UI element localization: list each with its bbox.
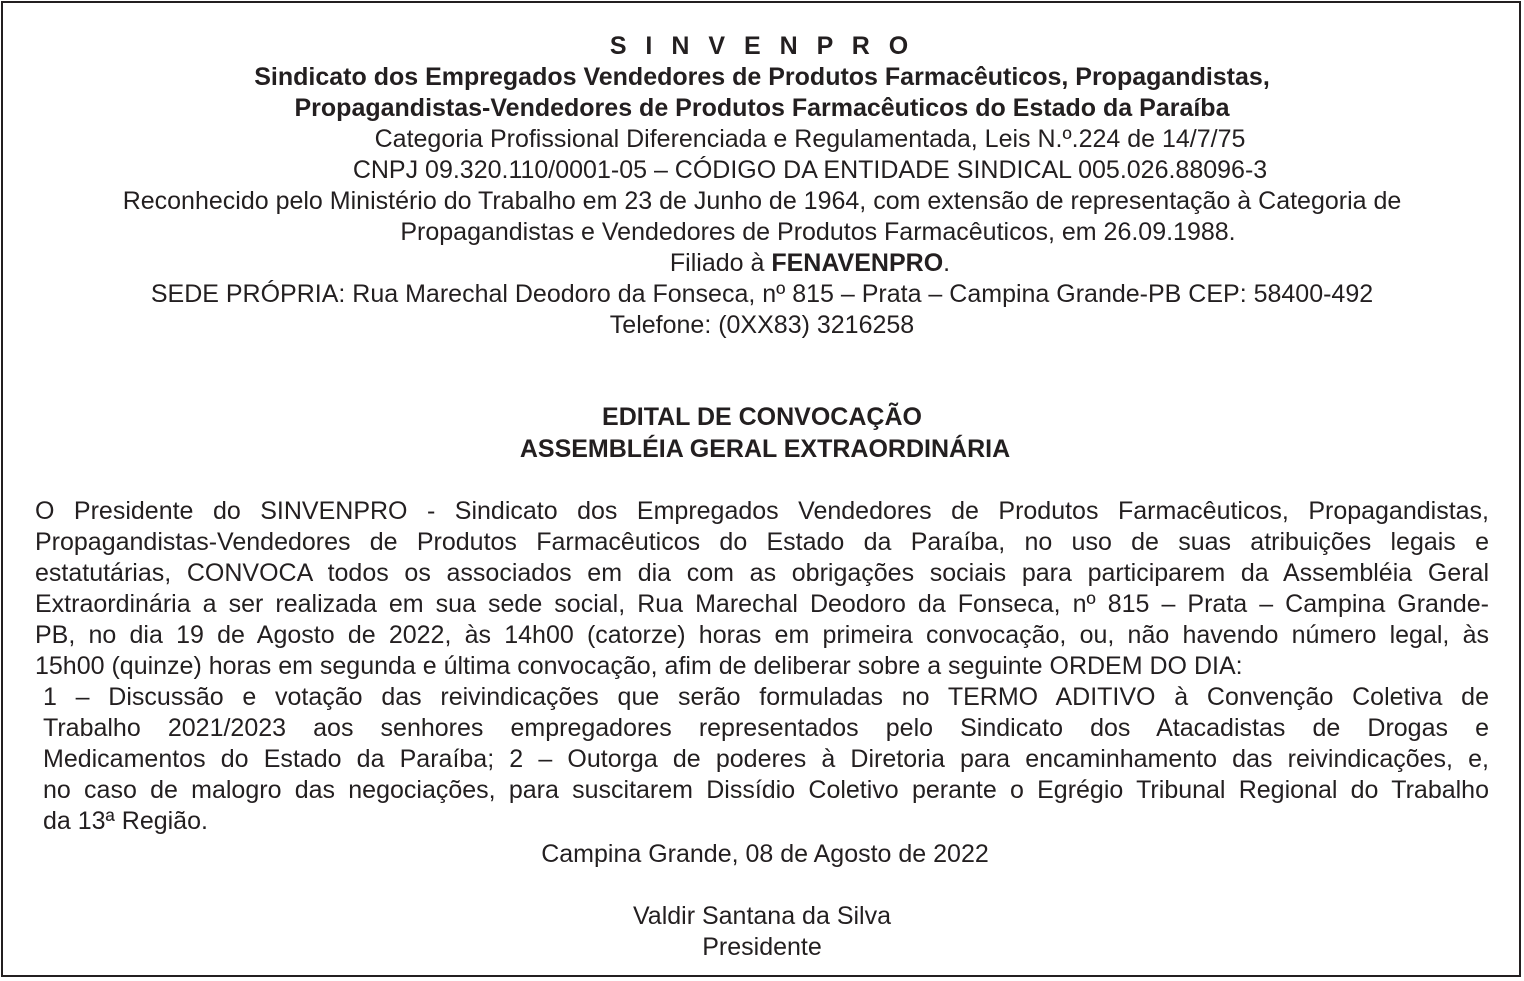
agenda-line: 1 – Discussão e votação das reivindicações que serão formuladas no TERMO ADITIVO à Convenção Coletiva de	[43, 683, 1489, 711]
body-line: estatutárias, CONVOCA todos os associados em dia com as obrigações sociais para participarem da Assembléia Geral	[35, 559, 1489, 587]
affiliation-suffix: .	[943, 249, 951, 277]
category-line: Categoria Profissional Diferenciada e Regulamentada, Leis N.º.224 de 14/7/75	[374, 125, 1246, 153]
affiliation-name: FENAVENPRO	[771, 249, 944, 277]
notice-title: EDITAL DE CONVOCAÇÃO	[602, 403, 922, 431]
body-line: Extraordinária a ser realizada em sua sede social, Rua Marechal Deodoro da Fonseca, nº 815 – Prata – Campina Grande-	[35, 590, 1489, 618]
body-line: Propagandistas-Vendedores de Produtos Farmacêuticos do Estado da Paraíba, no uso de suas atribuições legais e	[35, 528, 1489, 556]
signer-title: Presidente	[702, 933, 822, 961]
union-name-line-1: Sindicato dos Empregados Vendedores de Produtos Farmacêuticos, Propagandistas,	[254, 63, 1270, 91]
affiliation-prefix: Filiado à	[669, 249, 772, 277]
body-line: O Presidente do SINVENPRO - Sindicato dos Empregados Vendedores de Produtos Farmacêuticos, Propagandistas,	[35, 497, 1489, 525]
agenda-line: da 13ª Região.	[43, 807, 208, 835]
union-acronym: S I N V E N P R O	[609, 32, 915, 60]
cnpj-line: CNPJ 09.320.110/0001-05 – CÓDIGO DA ENTIDADE SINDICAL 005.026.88096-3	[352, 156, 1268, 184]
phone-line: Telefone: (0XX83) 3216258	[609, 311, 915, 339]
place-date: Campina Grande, 08 de Agosto de 2022	[541, 840, 989, 868]
recognition-line-2: Propagandistas e Vendedores de Produtos Farmacêuticos, em 26.09.1988.	[400, 218, 1236, 246]
body-line: PB, no dia 19 de Agosto de 2022, às 14h00 (catorze) horas em primeira convocação, ou, não havendo número legal, às	[35, 621, 1489, 649]
agenda-line: Trabalho 2021/2023 aos senhores empregadores representados pelo Sindicato dos Atacadistas de Drogas e	[43, 714, 1489, 742]
notice-subtitle: ASSEMBLÉIA GERAL EXTRAORDINÁRIA	[519, 435, 1011, 463]
address-line: SEDE PRÓPRIA: Rua Marechal Deodoro da Fonseca, nº 815 – Prata – Campina Grande-PB CEP: 58400-492	[150, 280, 1374, 308]
signer-name: Valdir Santana da Silva	[632, 902, 892, 930]
recognition-line-1: Reconhecido pelo Ministério do Trabalho em 23 de Junho de 1964, com extensão de representação à Categoria de	[122, 187, 1402, 215]
agenda-line: no caso de malogro das negociações, para suscitarem Dissídio Coletivo perante o Egrégio Tribunal Regional do Trabalho	[43, 776, 1489, 804]
affiliation-line	[48, 248, 1524, 278]
union-name-line-2: Propagandistas-Vendedores de Produtos Farmacêuticos do Estado da Paraíba	[294, 94, 1230, 122]
agenda-line: Medicamentos do Estado da Paraíba; 2 – Outorga de poderes à Diretoria para encaminhamento das reivindicações, e,	[43, 745, 1489, 773]
body-line: 15h00 (quinze) horas em segunda e última convocação, afim de deliberar sobre a seguinte ORDEM DO DIA:	[35, 652, 1243, 680]
